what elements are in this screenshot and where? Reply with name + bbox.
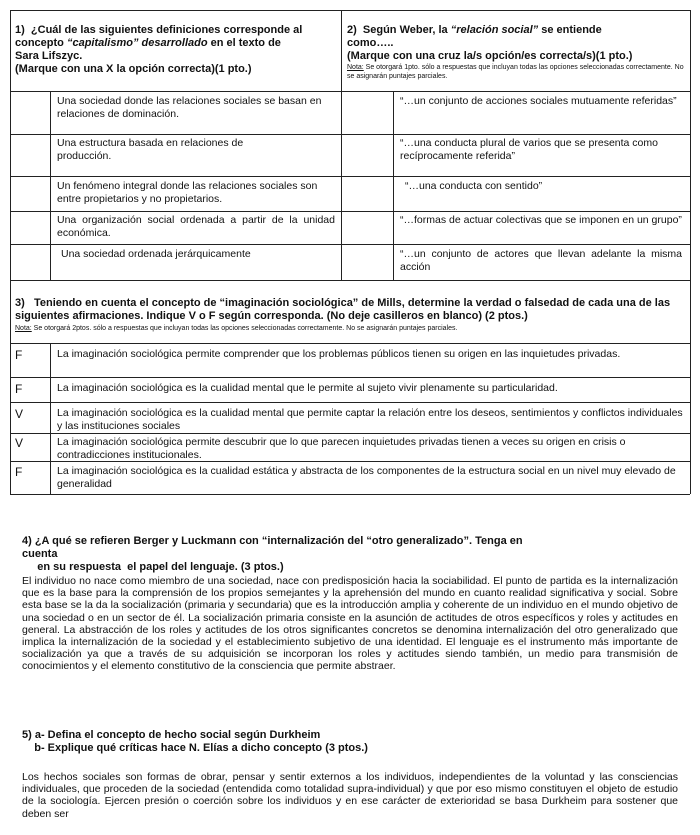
q3-answer-mark[interactable]: F [15, 348, 23, 362]
q3-statement: La imaginación sociológica es la cualidad estática y abstracta de los componentes de la estructura social en un nivel muy elevado de generalidad [57, 465, 676, 490]
q2-option-text: “…un conjunto de acciones sociales mutuamente referidas” [400, 95, 677, 107]
q1-option-text: Una estructura basada en relaciones de producción. [57, 137, 244, 162]
q2-option-text: “…un conjunto de actores que llevan adelante la misma acción [400, 248, 682, 273]
q2-option-text: “…formas de actuar colectivas que se imponen en un grupo” [400, 214, 682, 226]
q2-option-text: “…una conducta con sentido” [405, 180, 543, 192]
table2-mark-col-border [50, 343, 51, 494]
q3-statement: La imaginación sociológica es la cualidad mental que le permite al sujeto vivir plenamente su particularidad. [57, 382, 558, 394]
table1-q1-checkbox-col-border [50, 91, 51, 280]
table1-bottom-border [10, 280, 690, 281]
q3-note: Nota: Se otorgará 2ptos. sólo a respuestas que incluyan todas las opciones seleccionadas correctamente. No se asignarán puntajes parciales. [15, 325, 458, 332]
table1-top-border [10, 10, 690, 11]
q5-answer: Los hechos sociales son formas de obrar, pensar y sentir externos a los individuos, independientes de la voluntad y las consciencias individuales, que proceden de la sociedad (entendida como totalidad supra-individual) y que por eso mismo constituyen el objeto de estudio de la sociología. Ejercen presión o coerción sobre los individuos y en ese carácter de exterioridad se basa Durkheim para sostener que deben ser [22, 771, 678, 820]
q4-question: 4) ¿A qué se refieren Berger y Luckmann con “internalización del “otro generalizado”. Tenga en cuenta en su respuesta el papel del lenguaje. (3 ptos.) [22, 535, 523, 573]
q1-option-text: Una organización social ordenada a partir de la unidad económica. [57, 214, 335, 239]
q1-option-text: Una sociedad ordenada jerárquicamente [61, 248, 251, 260]
q3-statement: La imaginación sociológica permite descubrir que lo que parecen inquietudes privadas tienen a veces su origen en crisis o contradicciones institucionales. [57, 436, 626, 461]
q2-option-checkbox[interactable] [342, 177, 392, 211]
q4-answer: El individuo no nace como miembro de una sociedad, nace con predisposición hacia la sociabilidad. El punto de partida es la internalización que es la base para la comprensión de los propios semejantes y la aprehensión del mundo en cuanto realidad significativa y social. Sobre esta base se la da la socialización (primaria y secundaria) que es la introducción amplia y coherente de un individuo en el mundo objetivo de una sociedad o en un sector de él. La socialización primaria consiste en la asunción de actitudes de otros específicos y roles y actitudes en general. La abstracción de los roles y actitudes de los otros significantes concretos se denomina internalización del otro generalizado que implica la internalización de la sociedad y el establecimiento subjetivo de una identidad. El lenguaje es el instrumento más importante de socialización ya que a través de su adquisición se incorporan los roles y actitudes siendo también, un medio para transmisión de conocimientos y el elemento constitutivo de la consciencia que permite abstraer. [22, 575, 678, 673]
q3-statement: La imaginación sociológica permite comprender que los problemas públicos tienen su origen en las inquietudes privadas. [57, 348, 621, 360]
q2-option-checkbox[interactable] [342, 245, 392, 280]
q1-option-checkbox[interactable] [11, 92, 49, 134]
q5-question: 5) a- Defina el concepto de hecho social según Durkheim b- Explique qué críticas hace N. Elías a dicho concepto (3 ptos.) [22, 729, 368, 754]
table2-right-border [690, 280, 691, 494]
q1-option-text: Un fenómeno integral donde las relaciones sociales son entre propietarios y no propietarios. [57, 180, 318, 205]
table2-row-border [10, 402, 690, 403]
table2-header-bottom-border [10, 343, 690, 344]
q1-option-checkbox[interactable] [11, 212, 49, 244]
table1-right-border [690, 10, 691, 280]
table2-row-border [10, 377, 690, 378]
q2-option-checkbox[interactable] [342, 212, 392, 244]
q2-header: 2) Según Weber, la “relación social” se entiende como….. (Marque con una cruz la/s opción/es correcta/s)(1 pto.) Nota: Se otorgará 1pto. sólo a respuestas que incluyan todas las opciones seleccionadas correctamente. No se asignarán puntajes parciales. [347, 24, 684, 80]
q3-header: 3) Teniendo en cuenta el concepto de “imaginación sociológica” de Mills, determine la verdad o falsedad de cada una de las siguientes afirmaciones. Indique V o F según corresponda. (No deje casilleros en blanco) (2 ptos.) Nota: Se otorgará 2ptos. sólo a respuestas que incluyan todas las opciones seleccionadas correctamente. No se asignarán puntajes parciales. [15, 297, 687, 333]
table2-row-border [10, 433, 690, 434]
table2-bottom-border [10, 494, 690, 495]
q1-option-checkbox[interactable] [11, 135, 49, 176]
q3-answer-mark[interactable]: V [15, 407, 24, 421]
q3-answer-mark[interactable]: F [15, 382, 23, 396]
q2-option-text: “…una conducta plural de varios que se presenta como recíprocamente referida” [400, 137, 658, 162]
q3-statement: La imaginación sociológica es la cualidad mental que permite captar la relación entre los deseos, sentimientos y conflictos individuales y las instituciones sociales [57, 407, 683, 432]
q2-option-checkbox[interactable] [342, 135, 392, 176]
table1-q2-checkbox-col-border [393, 91, 394, 280]
q2-option-checkbox[interactable] [342, 92, 392, 134]
q1-option-text: Una sociedad donde las relaciones sociales se basan en relaciones de dominación. [57, 95, 322, 120]
q1-header: 1) ¿Cuál de las siguientes definiciones corresponde al concepto “capitalismo” desarrollado en el texto de Sara Lifszyc. (Marque con una X la opción correcta)(1 pto.) [15, 24, 303, 75]
q3-answer-mark[interactable]: V [15, 436, 24, 450]
q1-option-checkbox[interactable] [11, 245, 49, 280]
q1-option-checkbox[interactable] [11, 177, 49, 211]
q2-note: Nota: Se otorgará 1pto. sólo a respuestas que incluyan todas las opciones seleccionadas correctamente. No se asignarán puntajes parciales. [347, 64, 684, 80]
q3-answer-mark[interactable]: F [15, 465, 23, 479]
